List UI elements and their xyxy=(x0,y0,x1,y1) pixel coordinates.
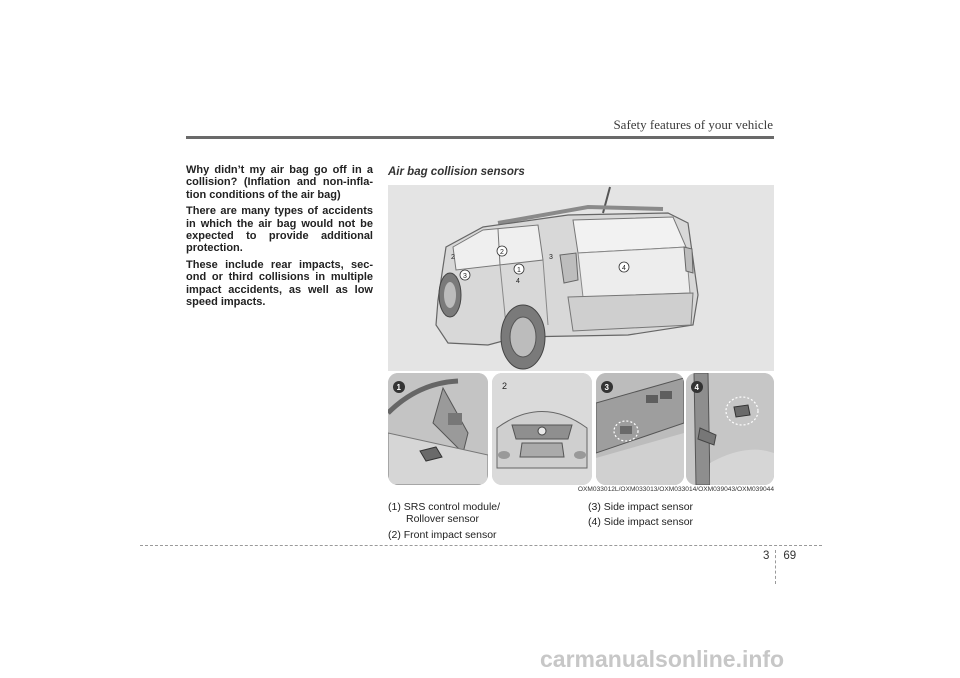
question-heading: Why didn’t my air bag go off in a collision? (Inflation and non-infla- tion conditions of the air bag) xyxy=(186,164,373,201)
paragraph-1: There are many types of accidents in which the air bag would not be expected to provide additional protection. xyxy=(186,205,373,255)
inset-3-drawing xyxy=(596,373,684,485)
caption-4: (4) Side impact sensor xyxy=(588,516,694,528)
image-code: OXM033012L/OXM033013/OXM033014/OXM039043/OXM039044 xyxy=(577,486,774,493)
vehicle-illustration xyxy=(388,185,774,371)
header-rule xyxy=(186,136,774,139)
inset-1-drawing xyxy=(388,373,488,485)
footer-rule xyxy=(140,545,822,546)
callout-3-rear: 3 xyxy=(549,254,553,261)
callout-1: 1 xyxy=(517,267,521,274)
page-separator xyxy=(775,550,777,584)
page-header-title: Safety features of your vehicle xyxy=(613,117,773,132)
inset-1-number: 1 xyxy=(396,383,401,392)
left-column xyxy=(186,164,373,312)
callout-2-pillar: 2 xyxy=(500,249,504,256)
watermark: carmanualsonline.info xyxy=(540,646,785,672)
inset-2-front-sensor xyxy=(492,373,592,485)
inset-3-side-sensor xyxy=(596,373,684,485)
caption-2: (2) Front impact sensor xyxy=(388,529,497,541)
inset-3-number: 3 xyxy=(604,383,609,392)
callout-2-front: 2 xyxy=(451,254,455,261)
chapter-number: 3 xyxy=(763,550,770,562)
section-title: Air bag collision sensors xyxy=(388,166,525,178)
vehicle-drawing xyxy=(388,185,774,371)
caption-1-cont: Rollover sensor xyxy=(406,513,479,525)
inset-4-number: 4 xyxy=(694,383,699,392)
page-number xyxy=(763,550,796,584)
caption-3: (3) Side impact sensor xyxy=(588,501,694,513)
callout-4-rear: 4 xyxy=(622,265,626,272)
caption-1: (1) SRS control module/ xyxy=(388,501,501,513)
callout-3-front: 3 xyxy=(463,273,467,280)
inset-4-side-sensor xyxy=(686,373,774,485)
inset-2-drawing xyxy=(492,373,592,485)
sensor-insets xyxy=(388,373,774,485)
paragraph-2: These include rear impacts, sec- ond or third collisions in multiple impact accidents, as well as low speed impacts. xyxy=(186,258,373,309)
callout-4-front: 4 xyxy=(516,278,520,285)
inset-4-drawing xyxy=(686,373,774,485)
page-number-value: 69 xyxy=(783,550,797,562)
inset-2-number: 2 xyxy=(502,381,508,391)
inset-1-control-module xyxy=(388,373,488,485)
